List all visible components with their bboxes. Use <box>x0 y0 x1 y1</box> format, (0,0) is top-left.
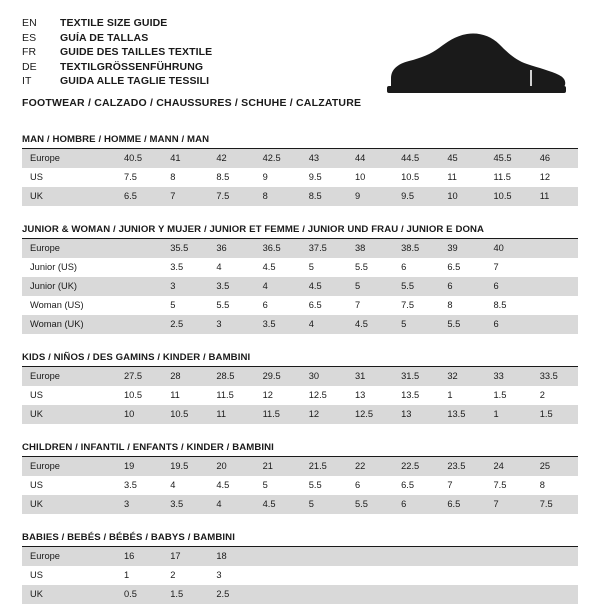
size-cell <box>439 566 485 585</box>
size-cell: 11.5 <box>486 168 532 187</box>
size-cell: 6.5 <box>439 495 485 514</box>
row-label: Junior (US) <box>22 258 116 277</box>
size-cell: 11 <box>532 187 578 206</box>
size-cell: 45 <box>439 149 485 168</box>
language-row <box>22 45 212 60</box>
size-cell: 3.5 <box>162 495 208 514</box>
size-cell: 3 <box>162 277 208 296</box>
size-cell: 5 <box>393 315 439 334</box>
size-cell <box>439 585 485 604</box>
size-section <box>22 532 578 604</box>
size-cell: 18 <box>208 547 254 566</box>
size-cell: 3.5 <box>255 315 301 334</box>
size-cell: 5 <box>162 296 208 315</box>
size-cell: 11.5 <box>208 386 254 405</box>
size-cell: 33 <box>486 367 532 386</box>
section-title: CHILDREN / INFANTIL / ENFANTS / KINDER / BAMBINI <box>22 442 274 453</box>
size-cell: 6 <box>486 277 532 296</box>
table-row <box>22 149 578 168</box>
size-cell: 1.5 <box>486 386 532 405</box>
size-cell <box>301 566 347 585</box>
size-cell: 23.5 <box>439 457 485 476</box>
size-cell: 7 <box>347 296 393 315</box>
size-cell: 5.5 <box>208 296 254 315</box>
size-cell: 42 <box>208 149 254 168</box>
size-cell: 39 <box>439 239 485 258</box>
size-cell: 7.5 <box>486 476 532 495</box>
size-cell: 11 <box>439 168 485 187</box>
size-cell: 5.5 <box>439 315 485 334</box>
size-cell: 45.5 <box>486 149 532 168</box>
size-cell: 4 <box>301 315 347 334</box>
size-cell: 10 <box>439 187 485 206</box>
size-cell <box>347 547 393 566</box>
language-title: GUIDA ALLE TAGLIE TESSILI <box>60 75 210 88</box>
size-cell: 1.5 <box>162 585 208 604</box>
size-cell: 5 <box>347 277 393 296</box>
size-cell <box>116 296 162 315</box>
table-row <box>22 296 578 315</box>
size-sections <box>22 134 578 604</box>
size-section <box>22 442 578 514</box>
size-cell: 8.5 <box>486 296 532 315</box>
row-label: UK <box>22 405 116 424</box>
language-title: GUÍA DE TALLAS <box>60 31 149 44</box>
row-label: Woman (US) <box>22 296 116 315</box>
size-cell: 7 <box>486 495 532 514</box>
language-code: FR <box>22 46 37 59</box>
size-cell: 5 <box>301 258 347 277</box>
size-cell <box>347 566 393 585</box>
size-cell: 3 <box>208 566 254 585</box>
table-row <box>22 258 578 277</box>
table-row <box>22 187 578 206</box>
size-cell: 21.5 <box>301 457 347 476</box>
section-title: MAN / HOMBRE / HOMME / MANN / MAN <box>22 134 210 145</box>
size-section <box>22 224 578 334</box>
size-cell <box>532 315 578 334</box>
size-cell: 6 <box>393 495 439 514</box>
size-cell <box>255 585 301 604</box>
size-cell: 7.5 <box>393 296 439 315</box>
size-cell: 38 <box>347 239 393 258</box>
size-cell: 7 <box>162 187 208 206</box>
size-cell: 3.5 <box>162 258 208 277</box>
size-cell <box>301 547 347 566</box>
size-cell: 4.5 <box>255 258 301 277</box>
size-cell: 46 <box>532 149 578 168</box>
dress-shoe-icon <box>383 30 568 100</box>
size-cell: 10.5 <box>162 405 208 424</box>
size-cell: 13 <box>393 405 439 424</box>
section-title: KIDS / NIÑOS / DES GAMINS / KINDER / BAMBINI <box>22 352 251 363</box>
size-cell: 33.5 <box>532 367 578 386</box>
size-cell: 28.5 <box>208 367 254 386</box>
size-cell: 12 <box>532 168 578 187</box>
size-cell: 3.5 <box>208 277 254 296</box>
size-cell: 13 <box>347 386 393 405</box>
size-cell <box>255 566 301 585</box>
size-cell: 32 <box>439 367 485 386</box>
language-row <box>22 31 212 46</box>
size-cell: 22.5 <box>393 457 439 476</box>
size-cell: 4.5 <box>255 495 301 514</box>
size-cell: 2.5 <box>162 315 208 334</box>
size-table <box>22 547 578 604</box>
size-cell <box>532 239 578 258</box>
size-cell: 9.5 <box>393 187 439 206</box>
size-cell: 27.5 <box>116 367 162 386</box>
size-cell <box>116 258 162 277</box>
size-cell: 8 <box>162 168 208 187</box>
size-cell: 8.5 <box>208 168 254 187</box>
size-cell: 7 <box>486 258 532 277</box>
size-cell: 41 <box>162 149 208 168</box>
size-cell: 29.5 <box>255 367 301 386</box>
size-cell <box>532 585 578 604</box>
size-cell: 11.5 <box>255 405 301 424</box>
size-cell: 36 <box>208 239 254 258</box>
table-row <box>22 168 578 187</box>
size-cell: 12 <box>301 405 347 424</box>
table-row <box>22 386 578 405</box>
table-row <box>22 457 578 476</box>
size-cell <box>255 547 301 566</box>
size-cell: 40 <box>486 239 532 258</box>
size-cell: 37.5 <box>301 239 347 258</box>
size-cell: 19.5 <box>162 457 208 476</box>
language-title: GUIDE DES TAILLES TEXTILE <box>60 46 213 59</box>
row-label: US <box>22 566 116 585</box>
size-table <box>22 149 578 206</box>
size-cell: 44.5 <box>393 149 439 168</box>
size-cell: 9.5 <box>301 168 347 187</box>
size-cell <box>393 566 439 585</box>
size-cell: 5.5 <box>393 277 439 296</box>
table-row <box>22 315 578 334</box>
table-row <box>22 585 578 604</box>
size-cell: 11 <box>162 386 208 405</box>
size-cell: 17 <box>162 547 208 566</box>
size-cell <box>393 547 439 566</box>
size-cell: 6.5 <box>439 258 485 277</box>
row-label: Europe <box>22 149 116 168</box>
category-title: FOOTWEAR / CALZADO / CHAUSSURES / SCHUHE / CALZATURE <box>22 96 362 109</box>
size-cell: 43 <box>301 149 347 168</box>
language-code: ES <box>22 31 37 44</box>
size-cell <box>301 585 347 604</box>
size-cell: 16 <box>116 547 162 566</box>
language-code: IT <box>22 75 32 88</box>
row-label: Europe <box>22 367 116 386</box>
size-cell <box>532 566 578 585</box>
size-cell: 5 <box>255 476 301 495</box>
row-label: US <box>22 168 116 187</box>
table-row <box>22 405 578 424</box>
row-label: Woman (UK) <box>22 315 116 334</box>
size-cell: 13.5 <box>393 386 439 405</box>
size-cell: 4.5 <box>347 315 393 334</box>
size-cell: 1 <box>439 386 485 405</box>
size-cell: 44 <box>347 149 393 168</box>
size-cell: 2.5 <box>208 585 254 604</box>
size-cell <box>116 239 162 258</box>
table-row <box>22 495 578 514</box>
language-title-list <box>22 16 212 89</box>
size-cell: 19 <box>116 457 162 476</box>
size-cell: 5.5 <box>347 495 393 514</box>
size-cell: 31 <box>347 367 393 386</box>
section-title: JUNIOR & WOMAN / JUNIOR Y MUJER / JUNIOR ET FEMME / JUNIOR UND FRAU / JUNIOR E DONA <box>22 224 485 235</box>
size-cell <box>116 315 162 334</box>
size-cell: 2 <box>532 386 578 405</box>
size-cell: 10.5 <box>393 168 439 187</box>
row-label: Europe <box>22 547 116 566</box>
size-cell: 8 <box>255 187 301 206</box>
size-cell: 7 <box>439 476 485 495</box>
row-label: US <box>22 476 116 495</box>
size-cell <box>486 547 532 566</box>
language-code: EN <box>22 17 37 29</box>
row-label: Europe <box>22 239 116 258</box>
size-cell <box>532 296 578 315</box>
size-cell: 36.5 <box>255 239 301 258</box>
size-cell: 31.5 <box>393 367 439 386</box>
row-label: UK <box>22 495 116 514</box>
table-row <box>22 367 578 386</box>
size-cell: 6.5 <box>301 296 347 315</box>
size-cell <box>532 277 578 296</box>
size-cell: 4 <box>162 476 208 495</box>
size-cell: 8 <box>532 476 578 495</box>
size-table <box>22 239 578 334</box>
size-cell: 30 <box>301 367 347 386</box>
language-row <box>22 74 212 89</box>
size-cell: 4 <box>208 258 254 277</box>
size-cell: 38.5 <box>393 239 439 258</box>
size-cell: 6 <box>393 258 439 277</box>
size-cell: 28 <box>162 367 208 386</box>
table-row <box>22 277 578 296</box>
size-cell: 9 <box>255 168 301 187</box>
size-cell: 8 <box>439 296 485 315</box>
size-cell: 10.5 <box>486 187 532 206</box>
size-cell: 40.5 <box>116 149 162 168</box>
size-cell: 12 <box>255 386 301 405</box>
row-label: Junior (UK) <box>22 277 116 296</box>
size-cell <box>439 547 485 566</box>
size-cell: 4 <box>255 277 301 296</box>
size-cell <box>532 258 578 277</box>
size-cell: 12.5 <box>301 386 347 405</box>
size-cell: 4.5 <box>301 277 347 296</box>
size-cell: 5.5 <box>347 258 393 277</box>
size-cell <box>486 585 532 604</box>
size-cell: 9 <box>347 187 393 206</box>
size-cell: 3 <box>208 315 254 334</box>
language-title: TEXTILE SIZE GUIDE <box>60 17 168 29</box>
size-table <box>22 457 578 514</box>
row-label: Europe <box>22 457 116 476</box>
size-cell: 10 <box>116 405 162 424</box>
size-cell: 6 <box>347 476 393 495</box>
size-cell: 5.5 <box>301 476 347 495</box>
table-row <box>22 547 578 566</box>
row-label: UK <box>22 585 116 604</box>
size-cell <box>347 585 393 604</box>
size-cell: 4 <box>208 495 254 514</box>
size-cell: 4.5 <box>208 476 254 495</box>
size-cell: 6.5 <box>116 187 162 206</box>
table-row <box>22 239 578 258</box>
language-code: DE <box>22 60 37 73</box>
table-row <box>22 476 578 495</box>
size-cell: 2 <box>162 566 208 585</box>
size-cell: 35.5 <box>162 239 208 258</box>
size-cell: 6 <box>255 296 301 315</box>
table-row <box>22 566 578 585</box>
header <box>22 16 578 116</box>
size-section <box>22 352 578 424</box>
size-cell: 1 <box>116 566 162 585</box>
size-cell: 20 <box>208 457 254 476</box>
size-cell: 1 <box>486 405 532 424</box>
size-cell: 1.5 <box>532 405 578 424</box>
size-cell: 6.5 <box>393 476 439 495</box>
size-cell: 8.5 <box>301 187 347 206</box>
size-section <box>22 134 578 206</box>
size-table <box>22 367 578 424</box>
size-cell <box>116 277 162 296</box>
row-label: UK <box>22 187 116 206</box>
size-cell: 7.5 <box>116 168 162 187</box>
size-cell: 3.5 <box>116 476 162 495</box>
size-cell: 13.5 <box>439 405 485 424</box>
size-cell: 12.5 <box>347 405 393 424</box>
size-cell: 42.5 <box>255 149 301 168</box>
size-cell: 21 <box>255 457 301 476</box>
row-label: US <box>22 386 116 405</box>
size-cell: 22 <box>347 457 393 476</box>
size-cell: 5 <box>301 495 347 514</box>
size-cell: 11 <box>208 405 254 424</box>
size-cell: 6 <box>486 315 532 334</box>
size-cell: 10 <box>347 168 393 187</box>
size-cell: 25 <box>532 457 578 476</box>
size-cell <box>486 566 532 585</box>
language-title: TEXTILGRÖSSENFÜHRUNG <box>60 60 204 73</box>
size-cell: 24 <box>486 457 532 476</box>
size-cell <box>393 585 439 604</box>
section-title: BABIES / BEBÉS / BÉBÉS / BABYS / BAMBINI <box>22 532 235 543</box>
size-cell: 3 <box>116 495 162 514</box>
language-row <box>22 60 212 75</box>
size-cell: 7.5 <box>208 187 254 206</box>
size-cell: 7.5 <box>532 495 578 514</box>
size-cell: 0.5 <box>116 585 162 604</box>
size-cell <box>532 547 578 566</box>
language-row <box>22 16 212 31</box>
size-cell: 10.5 <box>116 386 162 405</box>
size-cell: 6 <box>439 277 485 296</box>
